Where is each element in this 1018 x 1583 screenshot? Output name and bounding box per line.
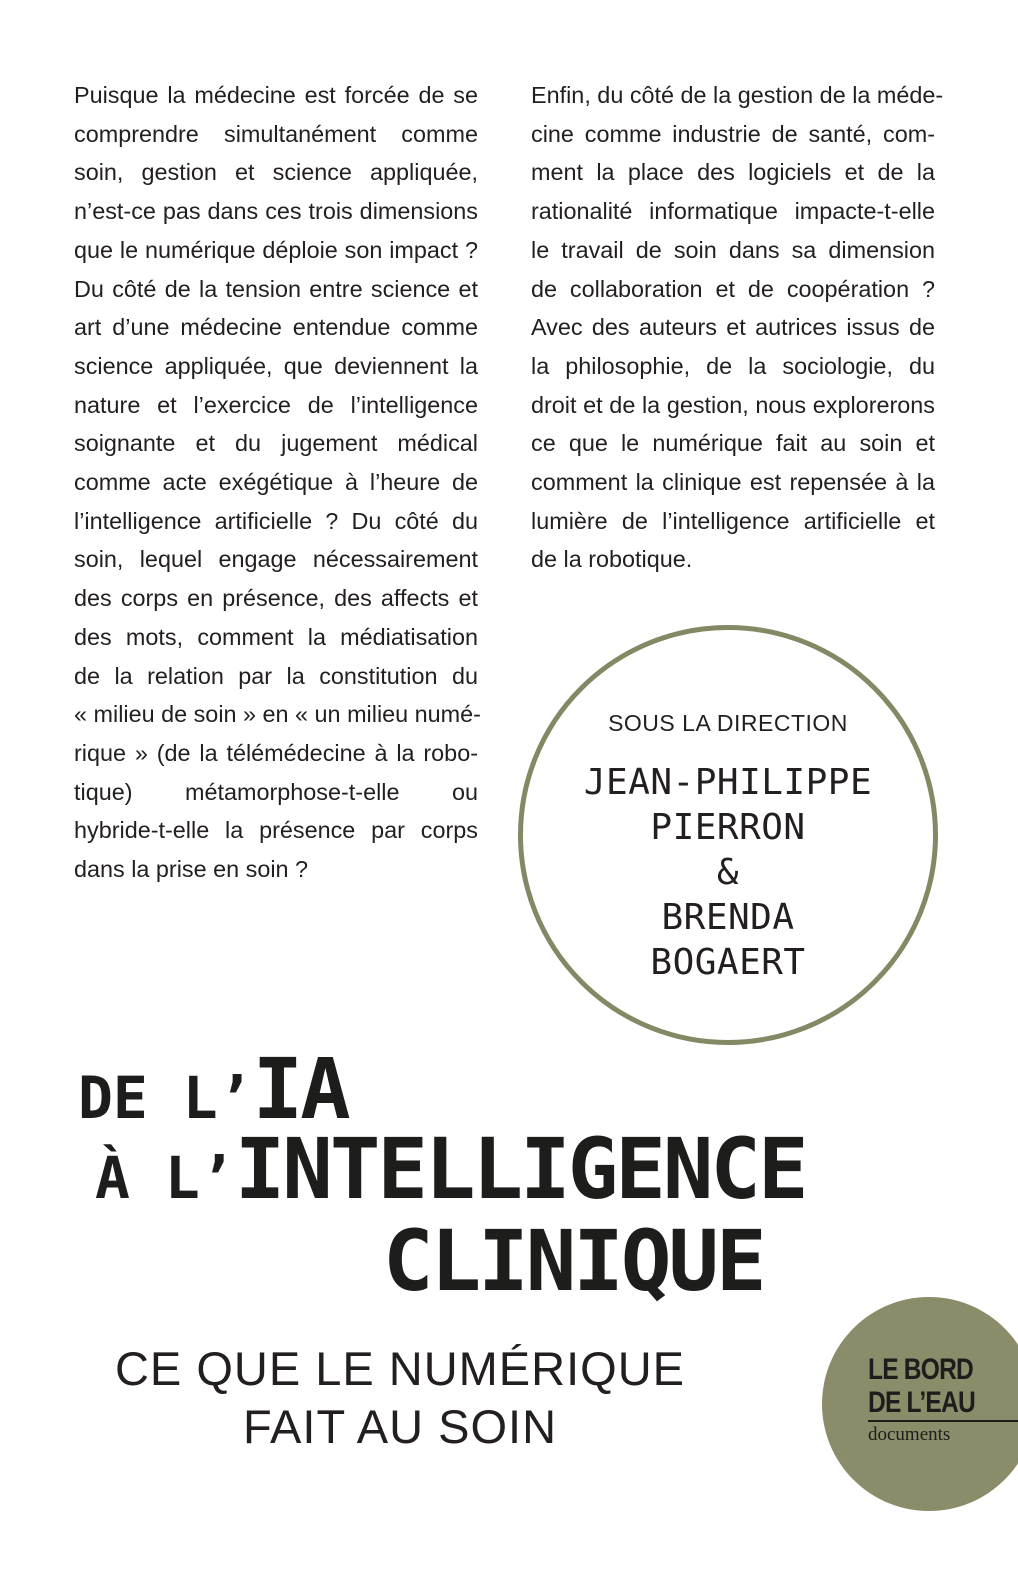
text-line: tique) métamorphose-t-elle ou [74, 778, 478, 805]
text-line: « milieu de soin » en « un milieu numé- [74, 701, 481, 728]
text-line: de collaboration et de coopération ? [531, 275, 935, 302]
text-line: comment la clinique est repensée à la [531, 469, 935, 496]
text-line: que le numérique déploie son impact ? [74, 236, 478, 263]
text-line: Enfin, du côté de la gestion de la méde- [531, 82, 944, 108]
text-line: des mots, comment la médiatisation [74, 623, 478, 650]
title-line-3-main: CLINIQUE [383, 1212, 764, 1310]
publisher-name-line-2: DE L’EAU [868, 1386, 975, 1419]
text-line: n’est-ce pas dans ces trois dimensions [74, 198, 478, 225]
back-cover-text-left [74, 76, 481, 889]
text-line: soignante et du jugement médical [74, 430, 478, 457]
text-line: l’intelligence artificielle ? Du côté du [74, 507, 478, 534]
text-line: des corps en présence, des affects et [74, 585, 478, 612]
text-line: art d’une médecine entendue comme [74, 314, 478, 341]
text-line: ment la place des logiciels et de la [531, 159, 935, 186]
text-line: droit et de la gestion, nous explorerons [531, 391, 935, 418]
text-line: ce que le numérique fait au soin et [531, 430, 935, 457]
text-line: rique » (de la télémédecine à la robo- [74, 739, 478, 766]
text-line: cine comme industrie de santé, com- [531, 120, 935, 147]
text-line: la philosophie, de la sociologie, du [531, 352, 935, 379]
text-line: science appliquée, que deviennent la [74, 352, 478, 379]
author-names [523, 760, 933, 985]
direction-label: SOUS LA DIRECTION [608, 710, 848, 736]
text-line: comme acte exégétique à l’heure de [74, 469, 478, 496]
text-line: le travail de soin dans sa dimension [531, 236, 935, 263]
subtitle-line-2: FAIT AU SOIN [242, 1400, 558, 1453]
title-line-1-prefix: DE L’ [78, 1064, 253, 1132]
text-line: comprendre simultanément comme [74, 120, 478, 147]
publisher-name-line-1: LE BORD [868, 1353, 973, 1386]
author-line: BOGAERT [650, 942, 806, 983]
title-line-2 [95, 1120, 806, 1218]
back-cover-text-right [531, 76, 944, 579]
author-line: PIERRON [650, 807, 806, 848]
authors-circle [518, 625, 938, 1045]
publisher-rule [868, 1420, 1018, 1422]
text-line: Du côté de la tension entre science et [74, 275, 478, 302]
publisher-logo [822, 1297, 1018, 1511]
text-line: de la relation par la constitution du [74, 662, 478, 689]
author-line: BRENDA [661, 897, 795, 938]
text-line: Puisque la médecine est forcée de se [74, 82, 478, 108]
subtitle-line-1: CE QUE LE NUMÉRIQUE [114, 1342, 686, 1395]
book-subtitle [60, 1340, 740, 1456]
text-line: hybride-t-elle la présence par corps [74, 817, 478, 844]
text-line: rationalité informatique impacte-t-elle [531, 198, 935, 225]
title-line-3 [383, 1212, 764, 1310]
publisher-name [868, 1353, 975, 1419]
text-line: de la robotique. [531, 546, 693, 573]
publisher-collection: documents [868, 1424, 951, 1445]
text-line: soin, gestion et science appliquée, [74, 159, 478, 186]
author-line: JEAN-PHILIPPE [583, 762, 873, 803]
title-line-1-main: IA [252, 1040, 348, 1138]
text-line: Avec des auteurs et autrices issus de [531, 314, 935, 341]
text-line: dans la prise en soin ? [74, 856, 309, 883]
text-line: lumière de l’intelligence artificielle et [531, 507, 935, 534]
title-line-2-main: INTELLIGENCE [234, 1120, 806, 1218]
text-line: nature et l’exercice de l’intelligence [74, 391, 478, 418]
title-line-2-prefix: À L’ [95, 1144, 235, 1212]
author-line: & [716, 852, 740, 893]
text-line: soin, lequel engage nécessairement [74, 546, 478, 573]
